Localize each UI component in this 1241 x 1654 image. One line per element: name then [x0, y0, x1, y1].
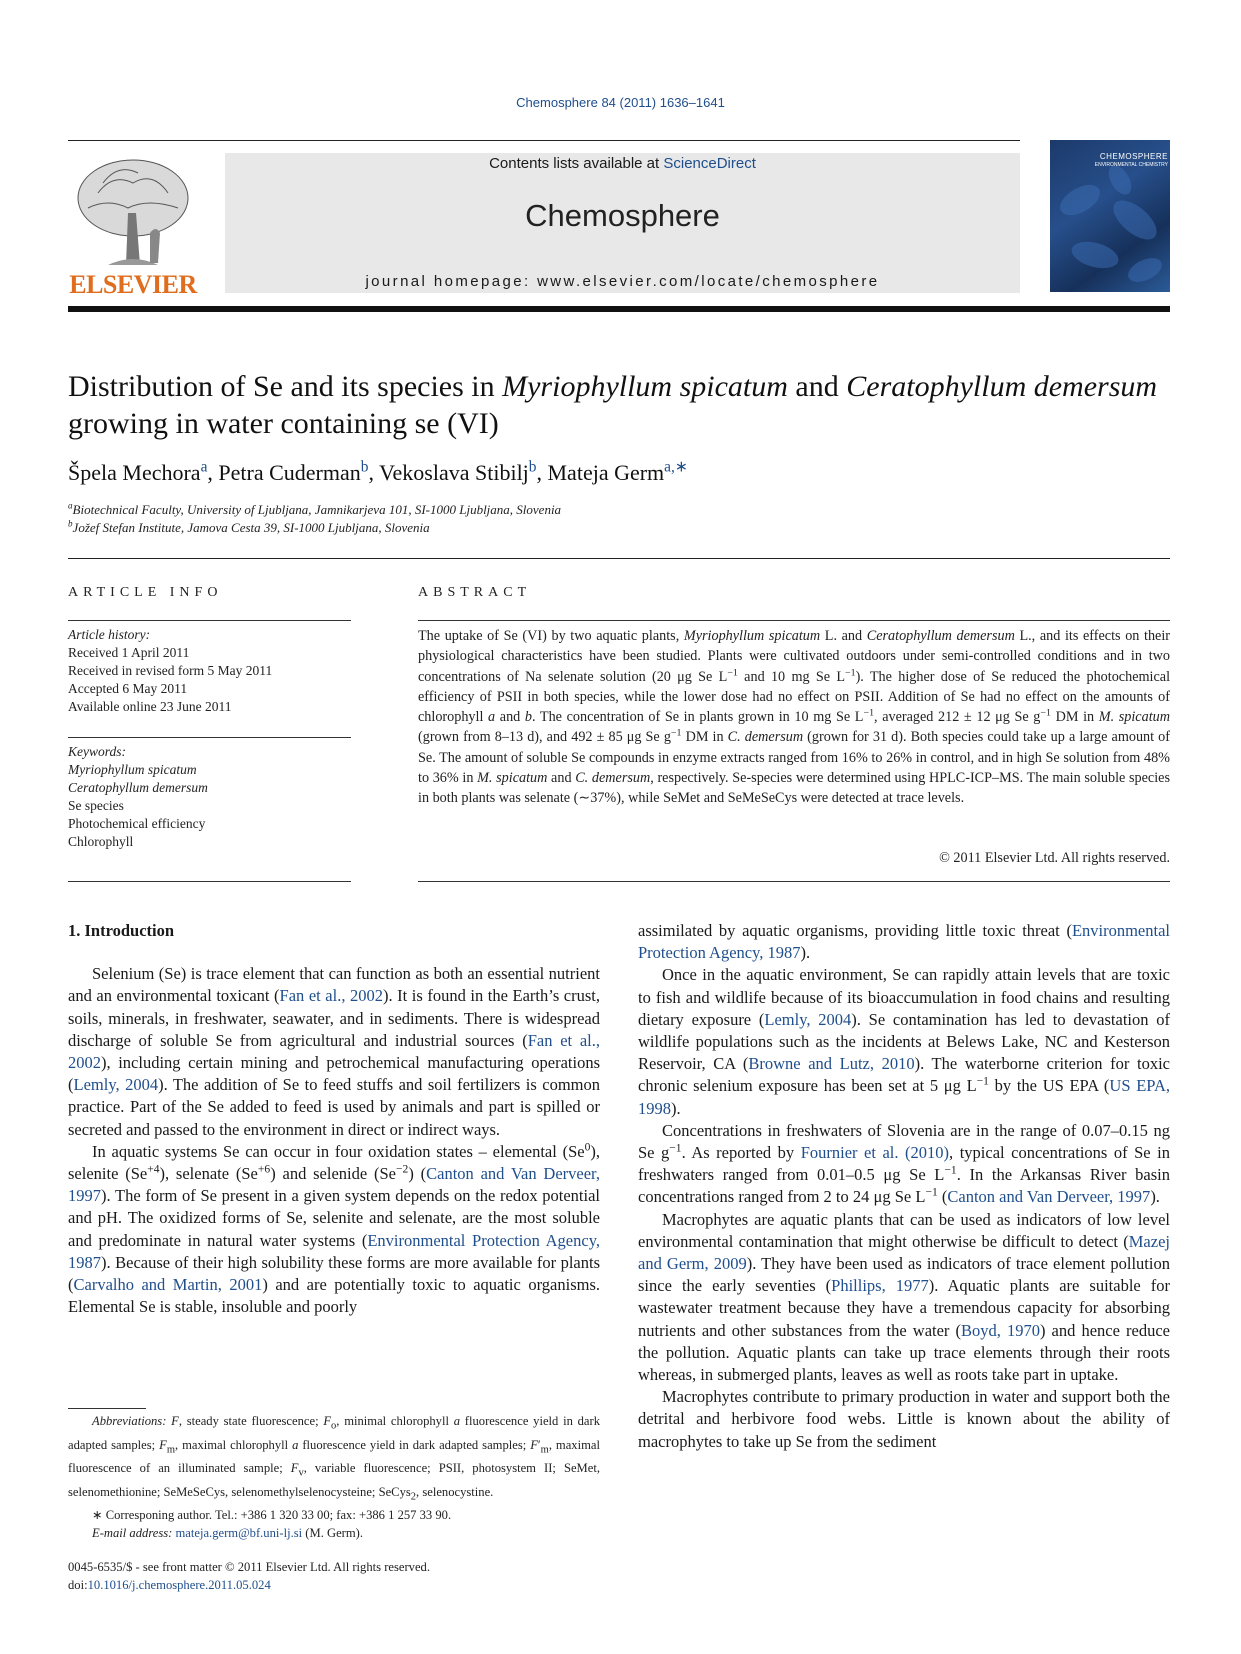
header-rule	[68, 140, 1020, 141]
keyword: Photochemical efficiency	[68, 816, 206, 831]
citation-link[interactable]: Canton and Van Derveer, 1997	[68, 1164, 601, 1206]
body-paragraph: Concentrations in freshwaters of Slovenia are in the range of 0.07–0.15 ng Se $g^{-1}$. As reported by Fournier et al. (2010), typical concentrations of Se in freshwaters ranged from 0.01–0.5 μg Se $L^{-1}$. In the Arkansas River basin concentrations ranged from 2 to 24 μg Se $L^{-1}$ (Canton and Van Derveer, 1997).	[638, 1120, 1171, 1207]
body-paragraph: Macrophytes are aquatic plants that can be used as indicators of low level environmental contamination that might otherwise be difficult to detect (Mazej and Germ, 2009). They have been used as indicators of trace element pollution since the early seventies (Phillips, 1977). Aquatic plants are suitable for wastewater treatment because they have a tremendous capacity for absorbing nutrients and other substances from the water (Boyd, 1970) and hence reduce the pollution. Aquatic plants can take up trace elements through their roots whereas, in submerged plants, leaves as well as roots take part in uptake.	[638, 1209, 1171, 1385]
issn-line: 0045-6535/$ - see front matter © 2011 Elsevier Ltd. All rights reserved.	[68, 1560, 430, 1574]
history-item: Available online 23 June 2011	[68, 699, 232, 714]
article-title: Distribution of Se and its species in Myriophyllum spicatum and Ceratophyllum demersum growing in water containing se (VI)	[68, 370, 1158, 440]
info-rule	[68, 737, 351, 738]
citation-link[interactable]: Browne and Lutz, 2010	[748, 1054, 915, 1074]
citation-link[interactable]: Boyd, 1970	[961, 1320, 1040, 1340]
article-history	[68, 626, 351, 716]
abstract-heading: ABSTRACT	[418, 585, 532, 600]
publisher-wordmark: ELSEVIER	[69, 270, 197, 299]
citation-link[interactable]: Lemly, 2004	[764, 1009, 852, 1029]
abstract-copyright: © 2011 Elsevier Ltd. All rights reserved.	[939, 850, 1170, 866]
affiliation-marker[interactable]: a	[200, 458, 208, 476]
cover-title: CHEMOSPHERE	[1099, 152, 1168, 161]
author-name: Vekoslava Stibilj	[379, 460, 529, 485]
journal-citation[interactable]: Chemosphere 84 (2011) 1636–1641	[516, 95, 725, 110]
history-item: Accepted 6 May 2011	[68, 681, 188, 696]
citation-link[interactable]: Fan et al., 2002	[279, 986, 384, 1006]
author-name: Petra Cuderman	[218, 460, 361, 485]
history-label: Article history:	[68, 627, 151, 642]
article-info-heading: ARTICLE INFO	[68, 585, 223, 600]
keyword: Chlorophyll	[68, 834, 134, 849]
abstract-rule	[418, 881, 1170, 882]
citation-link[interactable]: Fan et al., 2002	[68, 1030, 600, 1073]
body-paragraph: In aquatic systems Se can occur in four oxidation states – elemental (Se$^0$), selenite $(Se^{+4})$, selenate $(Se^{+6})$ and selenide $(Se^{-2})$ (Canton and Van Derveer, 1997). The form of Se present in a given system depends on the redox potential and pH. The oxidized forms of Se, selenite and selenate, are the most soluble and predominate in natural water systems (Environmental Protection Agency, 1987). Because of their high solubility these forms are more available for plants (Carvalho and Martin, 2001) and are potentially toxic to aquatic organisms. Elemental Se is stable, insoluble and poorly	[68, 1141, 601, 1317]
email-note: E-mail address: mateja.germ@bf.uni-lj.si (M. Germ).	[92, 1526, 364, 1541]
citation-link[interactable]: Environmental Protection Agency, 1987	[68, 1230, 600, 1272]
front-matter	[68, 1558, 600, 1594]
keyword: Se species	[68, 798, 124, 813]
keywords	[68, 743, 351, 851]
abstract-rule	[418, 620, 1170, 621]
body-paragraph: Macrophytes contribute to primary production in water and support both the detrital and herbivore food webs. Little is known about the ability of macrophytes to take up Se from the sediment	[638, 1387, 1170, 1451]
affiliation-marker[interactable]: a,∗	[664, 458, 688, 476]
abstract-text: The uptake of Se (VI) by two aquatic plants, Myriophyllum spicatum L. and Ceratophyllum demersum L., and its effects on their physiological characteristics have been studied. Plants were cultivated outdoors under semi-controlled conditions and in two concentrations of Na selenate solution (20 μg Se $L^{-1}$ and 10 mg Se $L^{-1}$). The higher dose of Se reduced the photochemical efficiency of PSII in both species, while the lower dose had no effect on PSII. Addition of Se had no effect on the amounts of chlorophyll a and b. The concentration of Se in plants grown in 10 mg Se $L^{-1}$, averaged 212 ± 12 μg Se $g^{-1}$ DM in M. spicatum (grown from 8–13 d), and 492 ± 85 μg Se $g^{-1}$ DM in C. demersum (grown for 31 d). Both species could take up a large amount of Se. The amount of soluble Se compounds in enzyme extracts ranged from 16% to 26% in control, and in high Se solution from 48% to 36% in M. spicatum and C. demersum, respectively. Se-species were determined using HPLC-ICP–MS. The main soluble species in both plants was selenate (∼37%), while SeMet and SeMeSeCys were detected at trace levels.	[418, 628, 1171, 807]
body-column-left	[68, 920, 600, 1318]
affiliation-marker[interactable]: b	[528, 458, 537, 476]
abbreviations-note: Abbreviations: F, steady state fluorescence; $F_o$, minimal chlorophyll a fluorescence yield in dark adapted samples; $F_m$, maximal chlorophyll a fluorescence yield in dark adapted samples; $F'_m$, maximal fluorescence of an illuminated sample; $F_v$, variable fluorescence; PSII, photosystem II; SeMet, selenomethionine; SeMeSeCys, selenomethylselenocysteine; SeCys$_2$, selenocystine.	[68, 1414, 600, 1503]
cover-subtitle: ENVIRONMENTAL CHEMISTRY	[1094, 162, 1168, 168]
body-paragraph: Selenium (Se) is trace element that can function as both an essential nutrient and an environmental toxicant (Fan et al., 2002). It is found in the Earth’s crust, soils, minerals, in freshwater, seawater, and in sediments. There is widespread discharge of soluble Se from agricultural and industrial sources (Fan et al., 2002), including certain mining and petrochemical manufacturing operations (Lemly, 2004). The addition of Se to feed stuffs and soil fertilizers is common practice. Part of the Se added to feed is used by animals and part is spilled or secreted and passed to the environment in direct or indirect ways.	[68, 964, 600, 1139]
citation-link[interactable]: Mazej and Germ, 2009	[638, 1231, 1170, 1274]
info-rule	[68, 881, 351, 882]
section-title: 1. Introduction	[68, 921, 175, 940]
citation-link[interactable]: Fournier et al. (2010)	[800, 1143, 950, 1163]
header-thick-rule	[68, 306, 1170, 312]
history-item: Received 1 April 2011	[68, 645, 190, 660]
contents-availability: Contents lists available at ScienceDirect	[489, 155, 756, 172]
affiliation-marker[interactable]: b	[360, 458, 369, 476]
author-list: Špela Mechora$^a$, Petra Cuderman$^b$, Vekoslava Stibilj$^b$, Mateja Germ$^{a,∗}$	[68, 458, 688, 485]
footnote-rule	[68, 1408, 146, 1409]
body-paragraph: Once in the aquatic environment, Se can rapidly attain levels that are toxic to fish and wildlife because of its bioaccumulation in food chains and resulting dietary exposure (Lemly, 2004). Se contamination has led to devastation of wildlife populations such as the incidents at Belews Lake, NC and Kesterson Reservoir, CA (Browne and Lutz, 2010). The waterborne criterion for toxic chronic selenium exposure has been set at 5 μg $L^{-1}$ by the US EPA (US EPA, 1998).	[638, 965, 1170, 1118]
citation-link[interactable]: Carvalho and Martin, 2001	[73, 1275, 263, 1295]
author-name: Mateja Germ	[547, 460, 665, 485]
history-item: Received in revised form 5 May 2011	[68, 663, 273, 678]
citation-link[interactable]: Lemly, 2004	[73, 1075, 159, 1095]
section-rule	[68, 558, 1170, 559]
body-column-right	[638, 920, 1170, 1453]
keywords-label: Keywords:	[68, 744, 126, 759]
citation-link[interactable]: Environmental Protection Agency, 1987	[638, 921, 1170, 963]
author-name: Špela Mechora	[68, 460, 201, 485]
body-paragraph: assimilated by aquatic organisms, providing little toxic threat (Environmental Protection Agency, 1987).	[638, 921, 1170, 963]
footnotes	[68, 1412, 600, 1542]
info-rule	[68, 620, 351, 621]
citation-link[interactable]: Phillips, 1977	[831, 1276, 929, 1296]
doi-line: doi:10.1016/j.chemosphere.2011.05.024	[68, 1578, 271, 1592]
doi-link[interactable]: 10.1016/j.chemosphere.2011.05.024	[87, 1578, 271, 1592]
email-link[interactable]: mateja.germ@bf.uni-lj.si	[175, 1526, 303, 1541]
citation-link[interactable]: US EPA, 1998	[638, 1076, 1170, 1118]
corresponding-author-note: ∗ Corresponing author. Tel.: +386 1 320 33 00; fax: +386 1 257 33 90.	[92, 1508, 452, 1523]
keyword: Myriophyllum spicatum	[68, 762, 197, 777]
journal-name: Chemosphere	[525, 198, 720, 233]
journal-homepage[interactable]: journal homepage: www.elsevier.com/locate/chemosphere	[365, 273, 880, 290]
citation-link[interactable]: Canton and Van Derveer, 1997	[947, 1187, 1151, 1207]
affiliation-b: $^b$Jožef Stefan Institute, Jamova Cesta 39, SI-1000 Ljubljana, Slovenia	[68, 518, 430, 535]
sciencedirect-link[interactable]: ScienceDirect	[663, 155, 756, 172]
affiliation-a: $^a$Biotechnical Faculty, University of Ljubljana, Jamnikarjeva 101, SI-1000 Ljubljana, Slovenia	[68, 500, 562, 517]
keyword: Ceratophyllum demersum	[68, 780, 208, 795]
